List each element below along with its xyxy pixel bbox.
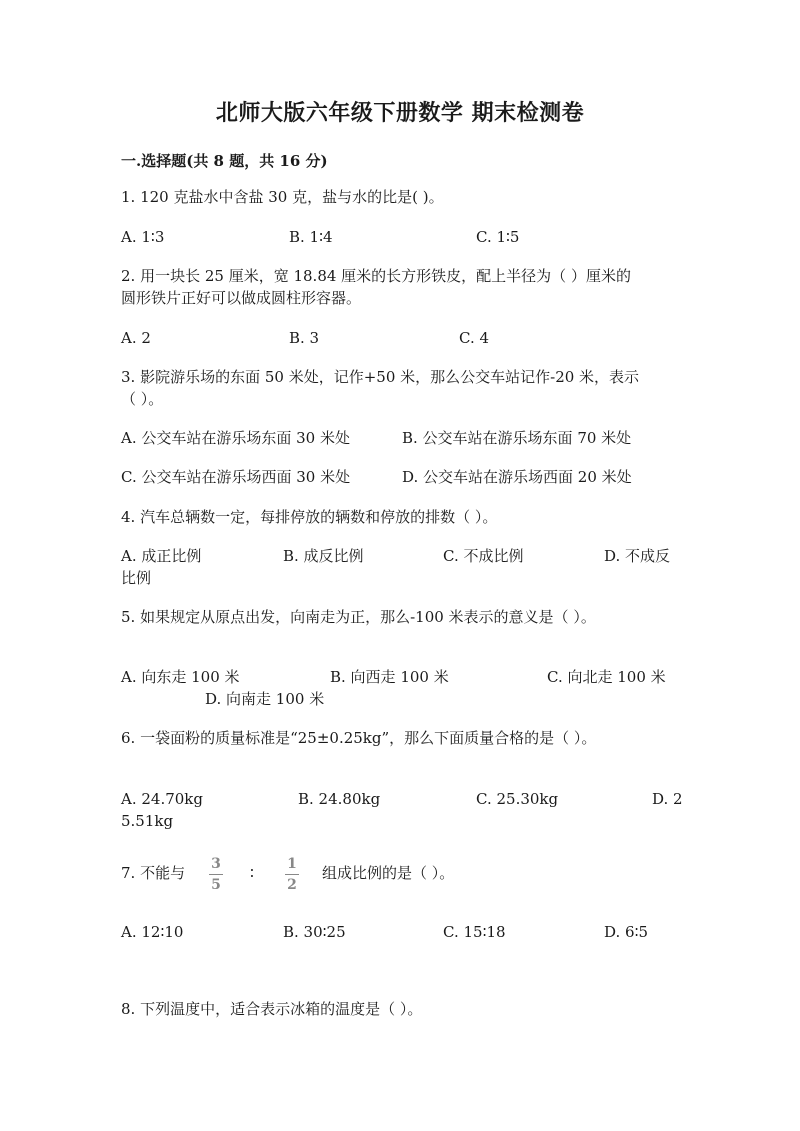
question-1-option-a[interactable]: A. 1∶3 <box>121 228 165 246</box>
ratio-colon: ∶ <box>250 864 254 882</box>
question-4-option-d[interactable]: D. 不成反 <box>604 547 671 565</box>
question-5-option-d[interactable]: D. 向南走 100 米 <box>205 690 325 708</box>
question-4-option-b[interactable]: B. 成反比例 <box>283 547 364 565</box>
question-6-stem: 6. 一袋面粉的质量标准是“25±0.25kg”，那么下面质量合格的是（ ）。 <box>121 729 597 747</box>
question-3-option-b[interactable]: B. 公交车站在游乐场东面 70 米处 <box>402 429 632 447</box>
fraction-numerator: 3 <box>211 856 221 872</box>
question-5-option-b[interactable]: B. 向西走 100 米 <box>330 668 449 686</box>
question-2-stem-line-1: 2. 用一块长 25 厘米，宽 18.84 厘米的长方形铁皮，配上半径为（ ）厘米的 <box>121 267 631 285</box>
question-3-option-d[interactable]: D. 公交车站在游乐场西面 20 米处 <box>402 468 632 486</box>
question-2-option-b[interactable]: B. 3 <box>289 329 320 347</box>
question-7-option-a[interactable]: A. 12∶10 <box>121 923 184 941</box>
question-7-stem-end: 组成比例的是（ ）。 <box>322 864 455 882</box>
question-5-option-a[interactable]: A. 向东走 100 米 <box>121 668 240 686</box>
fraction-bar <box>285 874 299 875</box>
page-title: 北师大版六年级下册数学 期末检测卷 <box>215 100 585 126</box>
question-6-option-b[interactable]: B. 24.80kg <box>298 790 381 808</box>
question-7-option-d[interactable]: D. 6∶5 <box>604 923 649 941</box>
fraction-denominator: 2 <box>287 877 297 893</box>
question-1-option-c[interactable]: C. 1∶5 <box>476 228 520 246</box>
question-3-option-a[interactable]: A. 公交车站在游乐场东面 30 米处 <box>121 429 350 447</box>
question-3-stem-line-1: 3. 影院游乐场的东面 50 米处，记作+50 米，那么公交车站记作-20 米，表示 <box>121 368 640 386</box>
section-heading: 一.选择题(共 8 题，共 16 分) <box>121 152 328 170</box>
question-6-option-d[interactable]: D. 2 <box>652 790 683 808</box>
question-2-option-c[interactable]: C. 4 <box>459 329 490 347</box>
question-7-option-b[interactable]: B. 30∶25 <box>283 923 346 941</box>
question-3-stem-line-2: （ ）。 <box>121 390 164 408</box>
fraction-bar <box>209 874 223 875</box>
question-6-option-d-wrap: 5.51kg <box>121 812 174 830</box>
question-5-option-c[interactable]: C. 向北走 100 米 <box>547 668 666 686</box>
fraction-numerator: 1 <box>287 856 297 872</box>
question-7-stem-start: 7. 不能与 <box>121 864 186 882</box>
question-6-option-a[interactable]: A. 24.70kg <box>121 790 204 808</box>
question-2-option-a[interactable]: A. 2 <box>121 329 151 347</box>
question-1-stem: 1. 120 克盐水中含盐 30 克，盐与水的比是( )。 <box>121 188 444 206</box>
question-8-stem: 8. 下列温度中，适合表示冰箱的温度是（ ）。 <box>121 1000 423 1018</box>
question-1-option-b[interactable]: B. 1∶4 <box>289 228 333 246</box>
question-4-option-c[interactable]: C. 不成比例 <box>443 547 524 565</box>
question-4-option-a[interactable]: A. 成正比例 <box>121 547 202 565</box>
question-5-stem: 5. 如果规定从原点出发，向南走为正，那么-100 米表示的意义是（ ）。 <box>121 608 596 626</box>
fraction-denominator: 5 <box>211 877 221 893</box>
question-2-stem-line-2: 圆形铁片正好可以做成圆柱形容器。 <box>121 289 362 307</box>
fraction-one-half <box>283 855 301 894</box>
question-3-option-c[interactable]: C. 公交车站在游乐场西面 30 米处 <box>121 468 351 486</box>
question-4-stem: 4. 汽车总辆数一定，每排停放的辆数和停放的排数（ ）。 <box>121 508 498 526</box>
fraction-three-fifths <box>207 855 225 894</box>
question-6-option-c[interactable]: C. 25.30kg <box>476 790 559 808</box>
question-7-option-c[interactable]: C. 15∶18 <box>443 923 506 941</box>
question-4-option-d-wrap: 比例 <box>121 569 152 587</box>
